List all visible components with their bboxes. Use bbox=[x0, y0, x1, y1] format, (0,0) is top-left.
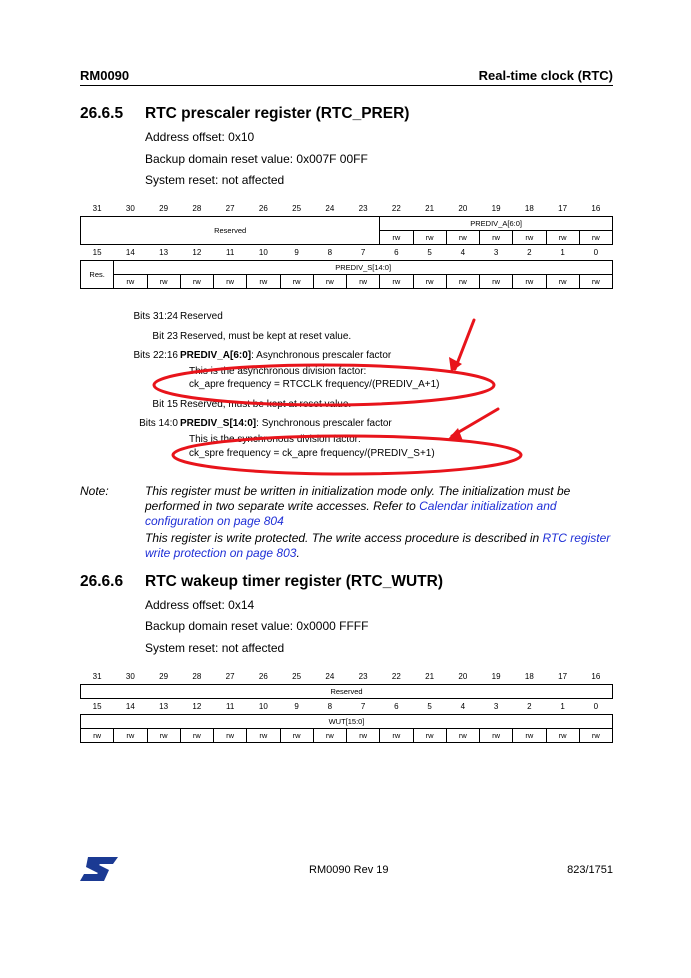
access-cell: rw bbox=[513, 231, 546, 245]
access-cell: rw bbox=[579, 275, 612, 289]
address-offset: Address offset: 0x10 bbox=[145, 130, 255, 144]
access-cell: rw bbox=[280, 729, 313, 743]
system-reset: System reset: not affected bbox=[145, 173, 285, 187]
bit-number: 2 bbox=[527, 248, 532, 257]
bit-number: 4 bbox=[460, 702, 466, 711]
bit-number: 15 bbox=[92, 702, 102, 711]
bit-number: 16 bbox=[591, 672, 601, 681]
footer-revision: RM0090 Rev 19 bbox=[309, 864, 389, 876]
bit-number: 31 bbox=[92, 672, 102, 681]
access-cell: rw bbox=[413, 275, 446, 289]
bit-number: 7 bbox=[360, 702, 366, 711]
access-cell: rw bbox=[480, 275, 513, 289]
bit-number: 7 bbox=[360, 248, 366, 257]
access-cell: rw bbox=[247, 275, 280, 289]
access-cell: rw bbox=[247, 729, 280, 743]
bit-number: 24 bbox=[325, 204, 335, 213]
field-reserved: Reserved bbox=[81, 217, 380, 245]
access-cell: rw bbox=[147, 729, 180, 743]
bit-number: 6 bbox=[394, 248, 399, 257]
bits-label: Bits 22:16 bbox=[133, 350, 178, 361]
section-title: RTC prescaler register (RTC_PRER) bbox=[145, 105, 410, 122]
bit-number: 8 bbox=[327, 248, 333, 257]
bit-number: 10 bbox=[258, 248, 268, 257]
access-cell: rw bbox=[347, 275, 380, 289]
bits-text: Reserved, must be kept at reset value. bbox=[180, 331, 352, 342]
access-cell: rw bbox=[579, 729, 612, 743]
bit-number: 25 bbox=[292, 672, 302, 681]
access-cell: rw bbox=[579, 231, 612, 245]
link-write-protection[interactable]: RTC register write protection on page 803 bbox=[145, 531, 611, 560]
bits-text: Reserved, must be kept at reset value. bbox=[180, 399, 352, 410]
access-cell: rw bbox=[180, 275, 213, 289]
bit-number: 12 bbox=[192, 248, 202, 257]
access-cell: rw bbox=[313, 729, 346, 743]
access-cell: rw bbox=[446, 729, 479, 743]
bit-number: 26 bbox=[258, 204, 268, 213]
header-doc-id: RM0090 bbox=[80, 68, 130, 83]
bit-number: 3 bbox=[493, 702, 499, 711]
bit-number: 6 bbox=[394, 702, 399, 711]
bit-number: 21 bbox=[425, 204, 435, 213]
bit-number: 16 bbox=[591, 204, 601, 213]
access-cell: rw bbox=[280, 275, 313, 289]
field-name: PREDIV_A[6:0] bbox=[180, 350, 252, 361]
header-chapter: Real-time clock (RTC) bbox=[478, 68, 613, 83]
access-row bbox=[81, 729, 613, 743]
bit-number: 23 bbox=[358, 204, 368, 213]
access-cell: rw bbox=[513, 275, 546, 289]
bit-number: 0 bbox=[593, 702, 599, 711]
bit-number: 25 bbox=[292, 204, 302, 213]
highlight-ellipse bbox=[173, 436, 521, 474]
bit-number: 23 bbox=[358, 672, 368, 681]
note-text: This register must be written in initialization mode only. The initialization must be performed in two separate write accesses. Refer to bbox=[145, 484, 571, 513]
note-text: . bbox=[296, 546, 300, 560]
bit-number: 18 bbox=[524, 204, 534, 213]
access-cell: rw bbox=[81, 729, 114, 743]
bit-number: 3 bbox=[493, 248, 499, 257]
bit-number: 13 bbox=[159, 248, 169, 257]
bit-number: 19 bbox=[491, 204, 501, 213]
bits-label: Bit 15 bbox=[152, 399, 178, 410]
bit-number: 9 bbox=[294, 702, 299, 711]
bit-number: 30 bbox=[125, 672, 135, 681]
field-desc: : Synchronous prescaler factor bbox=[256, 418, 392, 429]
bit-number: 31 bbox=[92, 204, 102, 213]
access-cell: rw bbox=[380, 275, 413, 289]
bit-number-row-high bbox=[81, 669, 613, 685]
st-logo-icon bbox=[80, 857, 118, 881]
bit-number: 10 bbox=[258, 702, 268, 711]
access-cell: rw bbox=[114, 275, 147, 289]
bits-formula: ck_spre frequency = ck_apre frequency/(PREDIV_S+1) bbox=[189, 448, 435, 459]
bit-number: 1 bbox=[560, 248, 565, 257]
bit-number: 21 bbox=[425, 672, 435, 681]
bit-number: 15 bbox=[92, 248, 102, 257]
field-wut: WUT[15:0] bbox=[81, 715, 613, 729]
bit-number: 11 bbox=[225, 248, 235, 257]
field-desc: : Asynchronous prescaler factor bbox=[251, 350, 392, 361]
field-prediv-a: PREDIV_A[6:0] bbox=[380, 217, 613, 231]
access-cell: rw bbox=[313, 275, 346, 289]
bit-number: 4 bbox=[460, 248, 466, 257]
footer-page-number: 823/1751 bbox=[567, 864, 613, 876]
access-cell: rw bbox=[546, 231, 579, 245]
bits-label: Bit 23 bbox=[152, 331, 178, 342]
bit-number: 14 bbox=[125, 702, 135, 711]
field-res: Res. bbox=[81, 261, 114, 289]
bit-number: 30 bbox=[125, 204, 135, 213]
system-reset: System reset: not affected bbox=[145, 641, 285, 655]
bits-label: Bits 14:0 bbox=[139, 418, 178, 429]
link-calendar-init[interactable]: Calendar initialization and configuration on page 804 bbox=[145, 499, 557, 528]
bits-label: Bits 31:24 bbox=[133, 311, 178, 322]
bit-number: 24 bbox=[325, 672, 335, 681]
access-cell: rw bbox=[380, 231, 413, 245]
bit-number: 22 bbox=[391, 204, 401, 213]
bit-number: 18 bbox=[524, 672, 534, 681]
access-cell: rw bbox=[347, 729, 380, 743]
field-prediv-s: PREDIV_S[14:0] bbox=[114, 261, 613, 275]
access-cell: rw bbox=[147, 275, 180, 289]
bit-number: 22 bbox=[391, 672, 401, 681]
access-cell: rw bbox=[380, 729, 413, 743]
bit-number: 29 bbox=[159, 672, 169, 681]
access-cell: rw bbox=[180, 729, 213, 743]
bits-line2: This is the synchronous division factor: bbox=[189, 434, 361, 445]
note-text: This register is write protected. The write access procedure is described in bbox=[145, 531, 543, 545]
address-offset: Address offset: 0x14 bbox=[145, 598, 255, 612]
bits-line2: This is the asynchronous division factor: bbox=[189, 366, 367, 377]
access-cell: rw bbox=[114, 729, 147, 743]
highlight-ellipse bbox=[154, 365, 494, 405]
bit-number: 11 bbox=[225, 702, 235, 711]
bit-number: 8 bbox=[327, 702, 333, 711]
bits-formula: ck_apre frequency = RTCCLK frequency/(PREDIV_A+1) bbox=[189, 379, 440, 390]
section-number: 26.6.6 bbox=[80, 573, 124, 590]
bit-number: 5 bbox=[427, 248, 432, 257]
section-title: RTC wakeup timer register (RTC_WUTR) bbox=[145, 573, 443, 590]
bit-number-row-low bbox=[81, 699, 613, 715]
bit-number: 29 bbox=[159, 204, 169, 213]
bit-number: 1 bbox=[560, 702, 565, 711]
bit-number: 17 bbox=[558, 204, 568, 213]
bit-number: 13 bbox=[159, 702, 169, 711]
access-cell: rw bbox=[546, 275, 579, 289]
bit-number: 27 bbox=[225, 672, 235, 681]
arrow-icon bbox=[455, 320, 474, 369]
bit-number: 27 bbox=[225, 204, 235, 213]
bit-number: 26 bbox=[258, 672, 268, 681]
access-cell: rw bbox=[446, 231, 479, 245]
note-label: Note: bbox=[80, 484, 109, 498]
access-cell: rw bbox=[480, 231, 513, 245]
access-cell: rw bbox=[480, 729, 513, 743]
field-name: PREDIV_S[14:0] bbox=[180, 418, 257, 429]
access-cell: rw bbox=[546, 729, 579, 743]
bit-number: 2 bbox=[527, 702, 532, 711]
access-cell: rw bbox=[413, 729, 446, 743]
register-table-wutr bbox=[80, 669, 613, 743]
bit-number: 12 bbox=[192, 702, 202, 711]
access-cell: rw bbox=[214, 729, 247, 743]
bit-number: 17 bbox=[558, 672, 568, 681]
access-cell: rw bbox=[214, 275, 247, 289]
bit-number: 19 bbox=[491, 672, 501, 681]
bit-number: 14 bbox=[125, 248, 135, 257]
backup-reset-value: Backup domain reset value: 0x007F 00FF bbox=[145, 152, 368, 166]
backup-reset-value: Backup domain reset value: 0x0000 FFFF bbox=[145, 619, 369, 633]
field-reserved: Reserved bbox=[81, 685, 613, 699]
bit-number: 0 bbox=[593, 248, 599, 257]
note-paragraph-2 bbox=[145, 531, 615, 561]
access-cell: rw bbox=[513, 729, 546, 743]
bits-text: Reserved bbox=[180, 311, 223, 322]
section-number: 26.6.5 bbox=[80, 105, 124, 122]
bit-number: 9 bbox=[294, 248, 299, 257]
bit-number: 28 bbox=[192, 204, 202, 213]
bit-number: 20 bbox=[458, 672, 468, 681]
access-cell: rw bbox=[413, 231, 446, 245]
bit-number: 28 bbox=[192, 672, 202, 681]
access-cell: rw bbox=[446, 275, 479, 289]
bit-number: 5 bbox=[427, 702, 432, 711]
note-paragraph-1 bbox=[145, 484, 615, 529]
bit-number: 20 bbox=[458, 204, 468, 213]
